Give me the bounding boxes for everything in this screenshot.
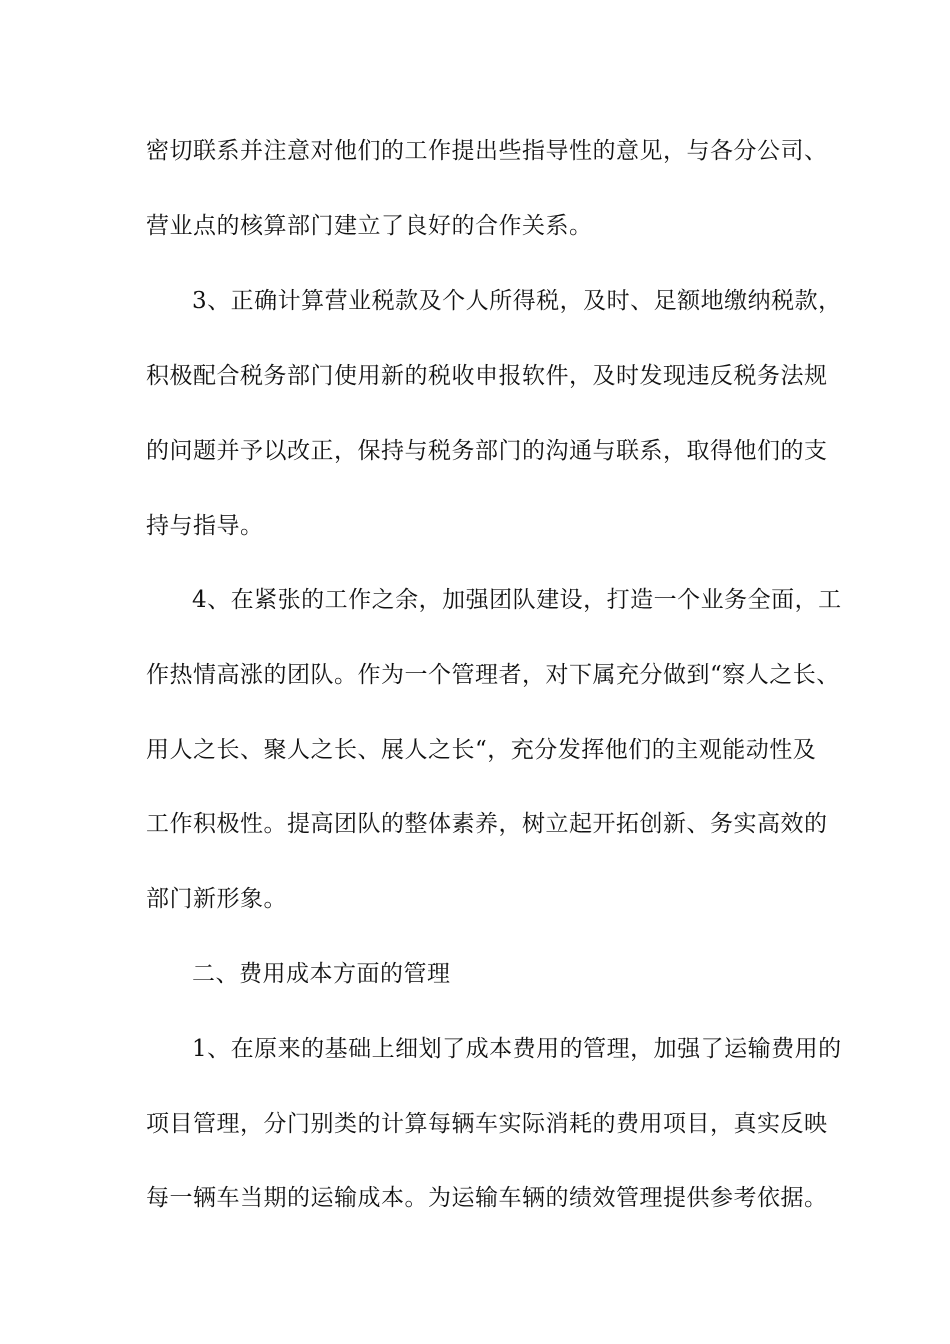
- text-line-3: 3、正确计算营业税款及个人所得税，及时、足额地缴纳税款，: [192, 288, 842, 314]
- text-line-7: 4、在紧张的工作之余，加强团队建设，打造一个业务全面，工: [192, 587, 842, 613]
- text-line-6: 持与指导。: [146, 513, 264, 539]
- text-line-15: 每一辆车当期的运输成本。为运输车辆的绩效管理提供参考依据。: [146, 1185, 828, 1211]
- text-line-1: 密切联系并注意对他们的工作提出些指导性的意见，与各分公司、: [146, 138, 828, 164]
- text-line-8: 作热情高涨的团队。作为一个管理者，对下属充分做到“察人之长、: [146, 662, 840, 688]
- text-line-2: 营业点的核算部门建立了良好的合作关系。: [146, 213, 593, 239]
- text-line-13: 1、在原来的基础上细划了成本费用的管理，加强了运输费用的: [192, 1036, 842, 1062]
- text-line-9: 用人之长、聚人之长、展人之长“，充分发挥他们的主观能动性及: [146, 737, 817, 763]
- section-heading: 二、费用成本方面的管理: [192, 961, 451, 987]
- text-line-11: 部门新形象。: [146, 886, 287, 912]
- text-line-5: 的问题并予以改正，保持与税务部门的沟通与联系，取得他们的支: [146, 438, 828, 464]
- text-line-14: 项目管理，分门别类的计算每辆车实际消耗的费用项目，真实反映: [146, 1111, 828, 1137]
- text-line-4: 积极配合税务部门使用新的税收申报软件，及时发现违反税务法规: [146, 363, 828, 389]
- text-line-10: 工作积极性。提高团队的整体素养，树立起开拓创新、务实高效的: [146, 811, 828, 837]
